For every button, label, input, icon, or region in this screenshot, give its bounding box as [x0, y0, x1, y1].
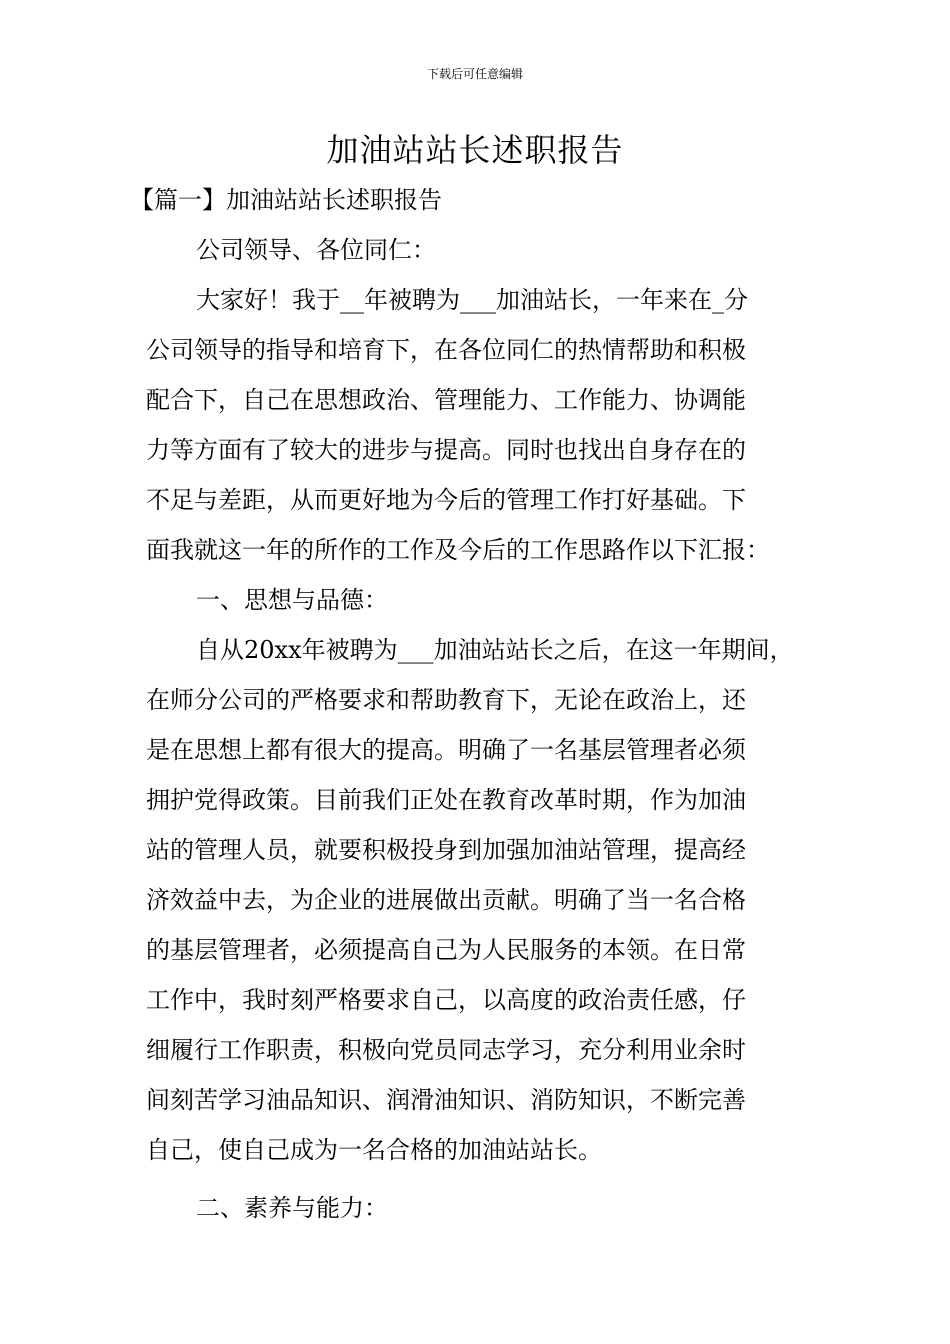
part-heading: 【篇一】加油站站长述职报告 [130, 186, 442, 214]
paragraph-line: 站的管理人员，就要积极投身到加强加油站管理，提高经 [146, 836, 746, 864]
spacer [146, 1175, 816, 1183]
paragraph-line: 在师分公司的严格要求和帮助教育下，无论在政治上，还 [146, 686, 746, 714]
paragraph-line: 大家好！我于__年被聘为___加油站长，一年来在_分 [196, 286, 748, 314]
document-body [130, 175, 816, 1233]
header-note: 下载后可任意编辑 [426, 67, 523, 81]
paragraph-line: 细履行工作职责，积极向党员同志学习，充分利用业余时 [146, 1036, 746, 1064]
paragraph-line: 公司领导的指导和培育下，在各位同仁的热情帮助和积极 [146, 336, 746, 364]
document-title: 加油站站长述职报告 [326, 131, 624, 169]
section-heading-2: 二、素养与能力： [196, 1194, 388, 1222]
paragraph-line: 自己，使自己成为一名合格的加油站站长。 [146, 1136, 602, 1164]
paragraph-line: 工作中，我时刻严格要求自己，以高度的政治责任感，仔 [146, 986, 746, 1014]
paragraph-line: 济效益中去，为企业的进展做出贡献。明确了当一名合格 [146, 886, 746, 914]
paragraph-line: 的基层管理者，必须提高自己为人民服务的本领。在日常 [146, 936, 746, 964]
paragraph-line: 面我就这一年的所作的工作及今后的工作思路作以下汇报： [146, 536, 770, 564]
section-heading-1: 一、思想与品德： [196, 586, 388, 614]
paragraph-line: 配合下，自己在思想政治、管理能力、工作能力、协调能 [146, 386, 746, 414]
paragraph-2 [146, 625, 816, 1175]
paragraph-line: 不足与差距，从而更好地为今后的管理工作打好基础。下 [146, 486, 746, 514]
paragraph-line: 拥护党得政策。目前我们正处在教育改革时期，作为加油 [146, 786, 746, 814]
paragraph-line: 自从20xx年被聘为___加油站站长之后，在这一年期间， [196, 636, 794, 664]
greeting: 公司领导、各位同仁： [196, 236, 436, 264]
paragraph-line: 间刻苦学习油品知识、润滑油知识、消防知识，不断完善 [146, 1086, 746, 1114]
paragraph-line: 力等方面有了较大的进步与提高。同时也找出自身存在的 [146, 436, 746, 464]
paragraph-line: 是在思想上都有很大的提高。明确了一名基层管理者必须 [146, 736, 746, 764]
paragraph-1 [146, 275, 816, 575]
